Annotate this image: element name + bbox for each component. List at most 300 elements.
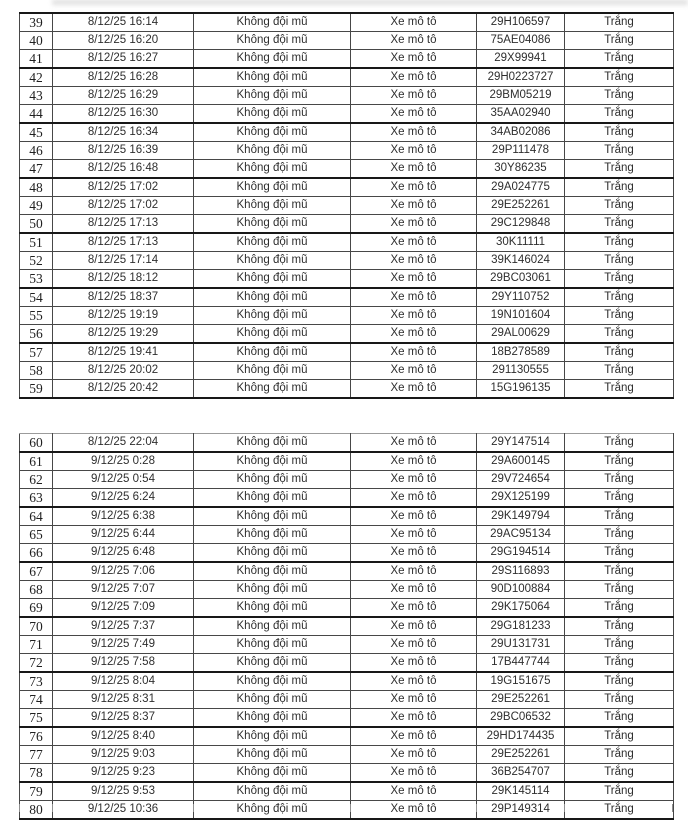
color-cell: Trắng (565, 599, 674, 618)
row-number-cell: 79 (20, 782, 53, 801)
license-plate-cell: 90D100884 (477, 581, 565, 599)
license-plate-cell: 29E252261 (477, 691, 565, 709)
vehicle-type-cell: Xe mô tô (351, 617, 477, 636)
color-cell: Trắng (565, 654, 674, 673)
vehicle-type-cell: Xe mô tô (351, 252, 477, 270)
color-cell: Trắng (565, 288, 674, 307)
color-cell: Trắng (565, 32, 674, 50)
license-plate-cell: 29X125199 (477, 489, 565, 508)
vehicle-type-cell: Xe mô tô (351, 123, 477, 142)
license-plate-cell: 29P149314 (477, 801, 565, 820)
table-row (20, 617, 674, 636)
license-plate-cell: 19G151675 (477, 672, 565, 691)
color-cell: Trắng (565, 764, 674, 783)
vehicle-type-cell: Xe mô tô (351, 197, 477, 215)
vehicle-type-cell: Xe mô tô (351, 105, 477, 124)
color-cell: Trắng (565, 325, 674, 344)
violation-cell: Không đội mũ (194, 544, 351, 563)
row-number-cell: 76 (20, 727, 53, 746)
vehicle-type-cell: Xe mô tô (351, 362, 477, 380)
license-plate-cell: 30K11111 (477, 233, 565, 252)
row-number-cell: 57 (20, 343, 53, 362)
table-row (20, 50, 674, 69)
color-cell: Trắng (565, 709, 674, 728)
table-row (20, 160, 674, 179)
row-number-cell: 42 (20, 68, 53, 87)
license-plate-cell: 29Y110752 (477, 288, 565, 307)
color-cell: Trắng (565, 178, 674, 197)
violation-cell: Không đội mũ (194, 562, 351, 581)
row-number-cell: 47 (20, 160, 53, 179)
column-border-stub (19, 804, 20, 812)
datetime-cell: 9/12/25 7:37 (53, 617, 194, 636)
color-cell: Trắng (565, 307, 674, 325)
license-plate-cell: 29K149794 (477, 507, 565, 526)
table-row (20, 691, 674, 709)
violation-cell: Không đội mũ (194, 142, 351, 160)
color-cell: Trắng (565, 672, 674, 691)
vehicle-type-cell: Xe mô tô (351, 434, 477, 453)
violation-cell: Không đội mũ (194, 87, 351, 105)
datetime-cell: 8/12/25 17:02 (53, 178, 194, 197)
violation-cell: Không đội mũ (194, 160, 351, 179)
violation-cell: Không đội mũ (194, 801, 351, 820)
violation-cell: Không đội mũ (194, 215, 351, 234)
row-number-cell: 44 (20, 105, 53, 124)
vehicle-type-cell: Xe mô tô (351, 50, 477, 69)
table-row (20, 197, 674, 215)
datetime-cell: 8/12/25 18:37 (53, 288, 194, 307)
vehicle-type-cell: Xe mô tô (351, 507, 477, 526)
datetime-cell: 9/12/25 8:37 (53, 709, 194, 728)
table-row (20, 142, 674, 160)
license-plate-cell: 29V724654 (477, 471, 565, 489)
license-plate-cell: 29A600145 (477, 452, 565, 471)
violation-cell: Không đội mũ (194, 50, 351, 69)
datetime-cell: 9/12/25 0:28 (53, 452, 194, 471)
color-cell: Trắng (565, 68, 674, 87)
table-row (20, 343, 674, 362)
license-plate-cell: 35AA02940 (477, 105, 565, 124)
row-number-cell: 66 (20, 544, 53, 563)
vehicle-type-cell: Xe mô tô (351, 68, 477, 87)
license-plate-cell: 29E252261 (477, 197, 565, 215)
datetime-cell: 9/12/25 7:07 (53, 581, 194, 599)
row-number-cell: 43 (20, 87, 53, 105)
row-number-cell: 63 (20, 489, 53, 508)
license-plate-cell: 29H106597 (477, 13, 565, 32)
document-sheet (19, 12, 674, 820)
vehicle-type-cell: Xe mô tô (351, 87, 477, 105)
table-row (20, 544, 674, 563)
row-number-cell: 49 (20, 197, 53, 215)
violation-cell: Không đội mũ (194, 362, 351, 380)
table-row (20, 252, 674, 270)
color-cell: Trắng (565, 434, 674, 453)
vehicle-type-cell: Xe mô tô (351, 672, 477, 691)
row-number-cell: 61 (20, 452, 53, 471)
row-number-cell: 52 (20, 252, 53, 270)
color-cell: Trắng (565, 471, 674, 489)
violation-cell: Không đội mũ (194, 672, 351, 691)
table-row (20, 727, 674, 746)
datetime-cell: 8/12/25 19:29 (53, 325, 194, 344)
vehicle-type-cell: Xe mô tô (351, 178, 477, 197)
color-cell: Trắng (565, 270, 674, 289)
violation-cell: Không đội mũ (194, 13, 351, 32)
cropped-next-row-remnant (0, 804, 688, 812)
datetime-cell: 8/12/25 20:02 (53, 362, 194, 380)
license-plate-cell: 291130555 (477, 362, 565, 380)
row-number-cell: 78 (20, 764, 53, 783)
vehicle-type-cell: Xe mô tô (351, 654, 477, 673)
violation-cell: Không đội mũ (194, 325, 351, 344)
datetime-cell: 9/12/25 10:36 (53, 801, 194, 820)
vehicle-type-cell: Xe mô tô (351, 746, 477, 764)
datetime-cell: 8/12/25 17:13 (53, 233, 194, 252)
color-cell: Trắng (565, 727, 674, 746)
license-plate-cell: 29BC06532 (477, 709, 565, 728)
table-row (20, 87, 674, 105)
license-plate-cell: 75AE04086 (477, 32, 565, 50)
datetime-cell: 8/12/25 17:14 (53, 252, 194, 270)
table-row (20, 654, 674, 673)
license-plate-cell: 36B254707 (477, 764, 565, 783)
datetime-cell: 9/12/25 6:38 (53, 507, 194, 526)
datetime-cell: 9/12/25 9:03 (53, 746, 194, 764)
vehicle-type-cell: Xe mô tô (351, 801, 477, 820)
table-row (20, 307, 674, 325)
datetime-cell: 8/12/25 17:13 (53, 215, 194, 234)
color-cell: Trắng (565, 489, 674, 508)
violation-cell: Không đội mũ (194, 471, 351, 489)
color-cell: Trắng (565, 801, 674, 820)
table-row (20, 746, 674, 764)
datetime-cell: 8/12/25 16:48 (53, 160, 194, 179)
datetime-cell: 8/12/25 19:41 (53, 343, 194, 362)
datetime-cell: 9/12/25 8:31 (53, 691, 194, 709)
row-number-cell: 39 (20, 13, 53, 32)
table-row (20, 782, 674, 801)
violation-cell: Không đội mũ (194, 709, 351, 728)
color-cell: Trắng (565, 452, 674, 471)
vehicle-type-cell: Xe mô tô (351, 727, 477, 746)
datetime-cell: 9/12/25 6:48 (53, 544, 194, 563)
datetime-cell: 9/12/25 7:09 (53, 599, 194, 618)
row-number-cell: 55 (20, 307, 53, 325)
datetime-cell: 8/12/25 20:42 (53, 380, 194, 399)
violation-cell: Không đội mũ (194, 526, 351, 544)
violation-cell: Không đội mũ (194, 507, 351, 526)
violation-cell: Không đội mũ (194, 197, 351, 215)
color-cell: Trắng (565, 215, 674, 234)
license-plate-cell: 29H0223727 (477, 68, 565, 87)
vehicle-type-cell: Xe mô tô (351, 215, 477, 234)
datetime-cell: 8/12/25 16:39 (53, 142, 194, 160)
table-row (20, 32, 674, 50)
license-plate-cell: 19N101604 (477, 307, 565, 325)
row-number-cell: 60 (20, 434, 53, 453)
row-number-cell: 50 (20, 215, 53, 234)
violation-cell: Không đội mũ (194, 288, 351, 307)
row-number-cell: 65 (20, 526, 53, 544)
license-plate-cell: 29U131731 (477, 636, 565, 654)
violation-cell: Không đội mũ (194, 68, 351, 87)
violation-cell: Không đội mũ (194, 123, 351, 142)
license-plate-cell: 29BM05219 (477, 87, 565, 105)
cropped-previous-row-remnant (52, 0, 688, 6)
row-number-cell: 71 (20, 636, 53, 654)
vehicle-type-cell: Xe mô tô (351, 764, 477, 783)
color-cell: Trắng (565, 197, 674, 215)
violation-cell: Không đội mũ (194, 343, 351, 362)
table-row (20, 471, 674, 489)
violation-cell: Không đội mũ (194, 782, 351, 801)
color-cell: Trắng (565, 123, 674, 142)
license-plate-cell: 18B278589 (477, 343, 565, 362)
license-plate-cell: 29A024775 (477, 178, 565, 197)
vehicle-type-cell: Xe mô tô (351, 288, 477, 307)
datetime-cell: 9/12/25 7:58 (53, 654, 194, 673)
row-number-cell: 77 (20, 746, 53, 764)
license-plate-cell: 29K145114 (477, 782, 565, 801)
color-cell: Trắng (565, 636, 674, 654)
violation-cell: Không đội mũ (194, 727, 351, 746)
color-cell: Trắng (565, 782, 674, 801)
color-cell: Trắng (565, 87, 674, 105)
table-row (20, 452, 674, 471)
table-row (20, 709, 674, 728)
license-plate-cell: 34AB02086 (477, 123, 565, 142)
table-row (20, 507, 674, 526)
violation-cell: Không đội mũ (194, 233, 351, 252)
license-plate-cell: 29S116893 (477, 562, 565, 581)
table-row (20, 764, 674, 783)
vehicle-type-cell: Xe mô tô (351, 307, 477, 325)
license-plate-cell: 29Y147514 (477, 434, 565, 453)
table-row (20, 105, 674, 124)
license-plate-cell: 29P111478 (477, 142, 565, 160)
row-number-cell: 74 (20, 691, 53, 709)
license-plate-cell: 39K146024 (477, 252, 565, 270)
row-number-cell: 41 (20, 50, 53, 69)
table-row (20, 599, 674, 618)
table-row (20, 636, 674, 654)
color-cell: Trắng (565, 581, 674, 599)
color-cell: Trắng (565, 617, 674, 636)
violation-cell: Không đội mũ (194, 105, 351, 124)
color-cell: Trắng (565, 142, 674, 160)
vehicle-type-cell: Xe mô tô (351, 142, 477, 160)
license-plate-cell: 29C129848 (477, 215, 565, 234)
column-border-stub (476, 804, 477, 812)
license-plate-cell: 15G196135 (477, 380, 565, 399)
datetime-cell: 9/12/25 8:40 (53, 727, 194, 746)
license-plate-cell: 29HD174435 (477, 727, 565, 746)
vehicle-type-cell: Xe mô tô (351, 32, 477, 50)
vehicle-type-cell: Xe mô tô (351, 782, 477, 801)
color-cell: Trắng (565, 507, 674, 526)
vehicle-type-cell: Xe mô tô (351, 160, 477, 179)
row-number-cell: 72 (20, 654, 53, 673)
vehicle-type-cell: Xe mô tô (351, 325, 477, 344)
datetime-cell: 9/12/25 6:44 (53, 526, 194, 544)
license-plate-cell: 17B447744 (477, 654, 565, 673)
datetime-cell: 8/12/25 16:29 (53, 87, 194, 105)
datetime-cell: 9/12/25 0:54 (53, 471, 194, 489)
vehicle-type-cell: Xe mô tô (351, 13, 477, 32)
table-row (20, 215, 674, 234)
table-row (20, 672, 674, 691)
datetime-cell: 9/12/25 9:23 (53, 764, 194, 783)
row-number-cell: 69 (20, 599, 53, 618)
row-number-cell: 40 (20, 32, 53, 50)
datetime-cell: 9/12/25 7:49 (53, 636, 194, 654)
row-number-cell: 73 (20, 672, 53, 691)
violation-cell: Không đội mũ (194, 489, 351, 508)
datetime-cell: 8/12/25 22:04 (53, 434, 194, 453)
license-plate-cell: 29X99941 (477, 50, 565, 69)
table-row (20, 325, 674, 344)
table-row (20, 270, 674, 289)
row-number-cell: 75 (20, 709, 53, 728)
row-number-cell: 64 (20, 507, 53, 526)
violation-cell: Không đội mũ (194, 764, 351, 783)
violation-cell: Không đội mũ (194, 617, 351, 636)
datetime-cell: 8/12/25 16:20 (53, 32, 194, 50)
table-row (20, 581, 674, 599)
violation-table-rows-60-80 (19, 433, 674, 820)
column-border-stub (52, 804, 53, 812)
column-border-stub (193, 804, 194, 812)
color-cell: Trắng (565, 160, 674, 179)
violation-cell: Không đội mũ (194, 32, 351, 50)
violation-cell: Không đội mũ (194, 178, 351, 197)
vehicle-type-cell: Xe mô tô (351, 380, 477, 399)
vehicle-type-cell: Xe mô tô (351, 599, 477, 618)
vehicle-type-cell: Xe mô tô (351, 233, 477, 252)
violation-cell: Không đội mũ (194, 581, 351, 599)
datetime-cell: 8/12/25 19:19 (53, 307, 194, 325)
column-border-stub (564, 804, 565, 812)
table-body (20, 434, 674, 820)
color-cell: Trắng (565, 691, 674, 709)
row-number-cell: 67 (20, 562, 53, 581)
table-row (20, 178, 674, 197)
vehicle-type-cell: Xe mô tô (351, 471, 477, 489)
license-plate-cell: 29K175064 (477, 599, 565, 618)
violation-table-rows-39-59 (19, 12, 674, 399)
violation-cell: Không đội mũ (194, 434, 351, 453)
violation-cell: Không đội mũ (194, 636, 351, 654)
row-number-cell: 51 (20, 233, 53, 252)
row-number-cell: 48 (20, 178, 53, 197)
table-row (20, 380, 674, 399)
table-row (20, 123, 674, 142)
column-border-stub (350, 804, 351, 812)
row-number-cell: 46 (20, 142, 53, 160)
violation-cell: Không đội mũ (194, 452, 351, 471)
table-row (20, 68, 674, 87)
row-number-cell: 53 (20, 270, 53, 289)
datetime-cell: 8/12/25 16:30 (53, 105, 194, 124)
license-plate-cell: 29BC03061 (477, 270, 565, 289)
license-plate-cell: 29AL00629 (477, 325, 565, 344)
vehicle-type-cell: Xe mô tô (351, 270, 477, 289)
color-cell: Trắng (565, 252, 674, 270)
table-row (20, 288, 674, 307)
violation-cell: Không đội mũ (194, 380, 351, 399)
datetime-cell: 9/12/25 6:24 (53, 489, 194, 508)
vehicle-type-cell: Xe mô tô (351, 343, 477, 362)
vehicle-type-cell: Xe mô tô (351, 691, 477, 709)
violation-cell: Không đội mũ (194, 599, 351, 618)
vehicle-type-cell: Xe mô tô (351, 562, 477, 581)
license-plate-cell: 29G194514 (477, 544, 565, 563)
table-body (20, 13, 674, 398)
table-row (20, 13, 674, 32)
color-cell: Trắng (565, 343, 674, 362)
row-number-cell: 56 (20, 325, 53, 344)
color-cell: Trắng (565, 105, 674, 124)
datetime-cell: 8/12/25 16:34 (53, 123, 194, 142)
row-number-cell: 68 (20, 581, 53, 599)
license-plate-cell: 29E252261 (477, 746, 565, 764)
color-cell: Trắng (565, 746, 674, 764)
violation-cell: Không đội mũ (194, 654, 351, 673)
violation-cell: Không đội mũ (194, 307, 351, 325)
table-row (20, 562, 674, 581)
table-row (20, 526, 674, 544)
table-row (20, 434, 674, 453)
table-row (20, 362, 674, 380)
license-plate-cell: 30Y86235 (477, 160, 565, 179)
color-cell: Trắng (565, 233, 674, 252)
datetime-cell: 9/12/25 7:06 (53, 562, 194, 581)
datetime-cell: 8/12/25 18:12 (53, 270, 194, 289)
row-number-cell: 80 (20, 801, 53, 820)
datetime-cell: 8/12/25 17:02 (53, 197, 194, 215)
color-cell: Trắng (565, 544, 674, 563)
datetime-cell: 9/12/25 9:53 (53, 782, 194, 801)
vehicle-type-cell: Xe mô tô (351, 636, 477, 654)
violation-cell: Không đội mũ (194, 746, 351, 764)
row-number-cell: 45 (20, 123, 53, 142)
license-plate-cell: 29AC95134 (477, 526, 565, 544)
vehicle-type-cell: Xe mô tô (351, 544, 477, 563)
column-border-stub (672, 804, 673, 812)
color-cell: Trắng (565, 526, 674, 544)
license-plate-cell: 29G181233 (477, 617, 565, 636)
vehicle-type-cell: Xe mô tô (351, 489, 477, 508)
datetime-cell: 8/12/25 16:14 (53, 13, 194, 32)
color-cell: Trắng (565, 362, 674, 380)
vehicle-type-cell: Xe mô tô (351, 581, 477, 599)
color-cell: Trắng (565, 562, 674, 581)
table-row (20, 489, 674, 508)
table-row (20, 233, 674, 252)
vehicle-type-cell: Xe mô tô (351, 709, 477, 728)
vehicle-type-cell: Xe mô tô (351, 526, 477, 544)
datetime-cell: 8/12/25 16:28 (53, 68, 194, 87)
color-cell: Trắng (565, 380, 674, 399)
row-number-cell: 62 (20, 471, 53, 489)
row-number-cell: 70 (20, 617, 53, 636)
datetime-cell: 8/12/25 16:27 (53, 50, 194, 69)
vehicle-type-cell: Xe mô tô (351, 452, 477, 471)
violation-cell: Không đội mũ (194, 252, 351, 270)
violation-cell: Không đội mũ (194, 270, 351, 289)
